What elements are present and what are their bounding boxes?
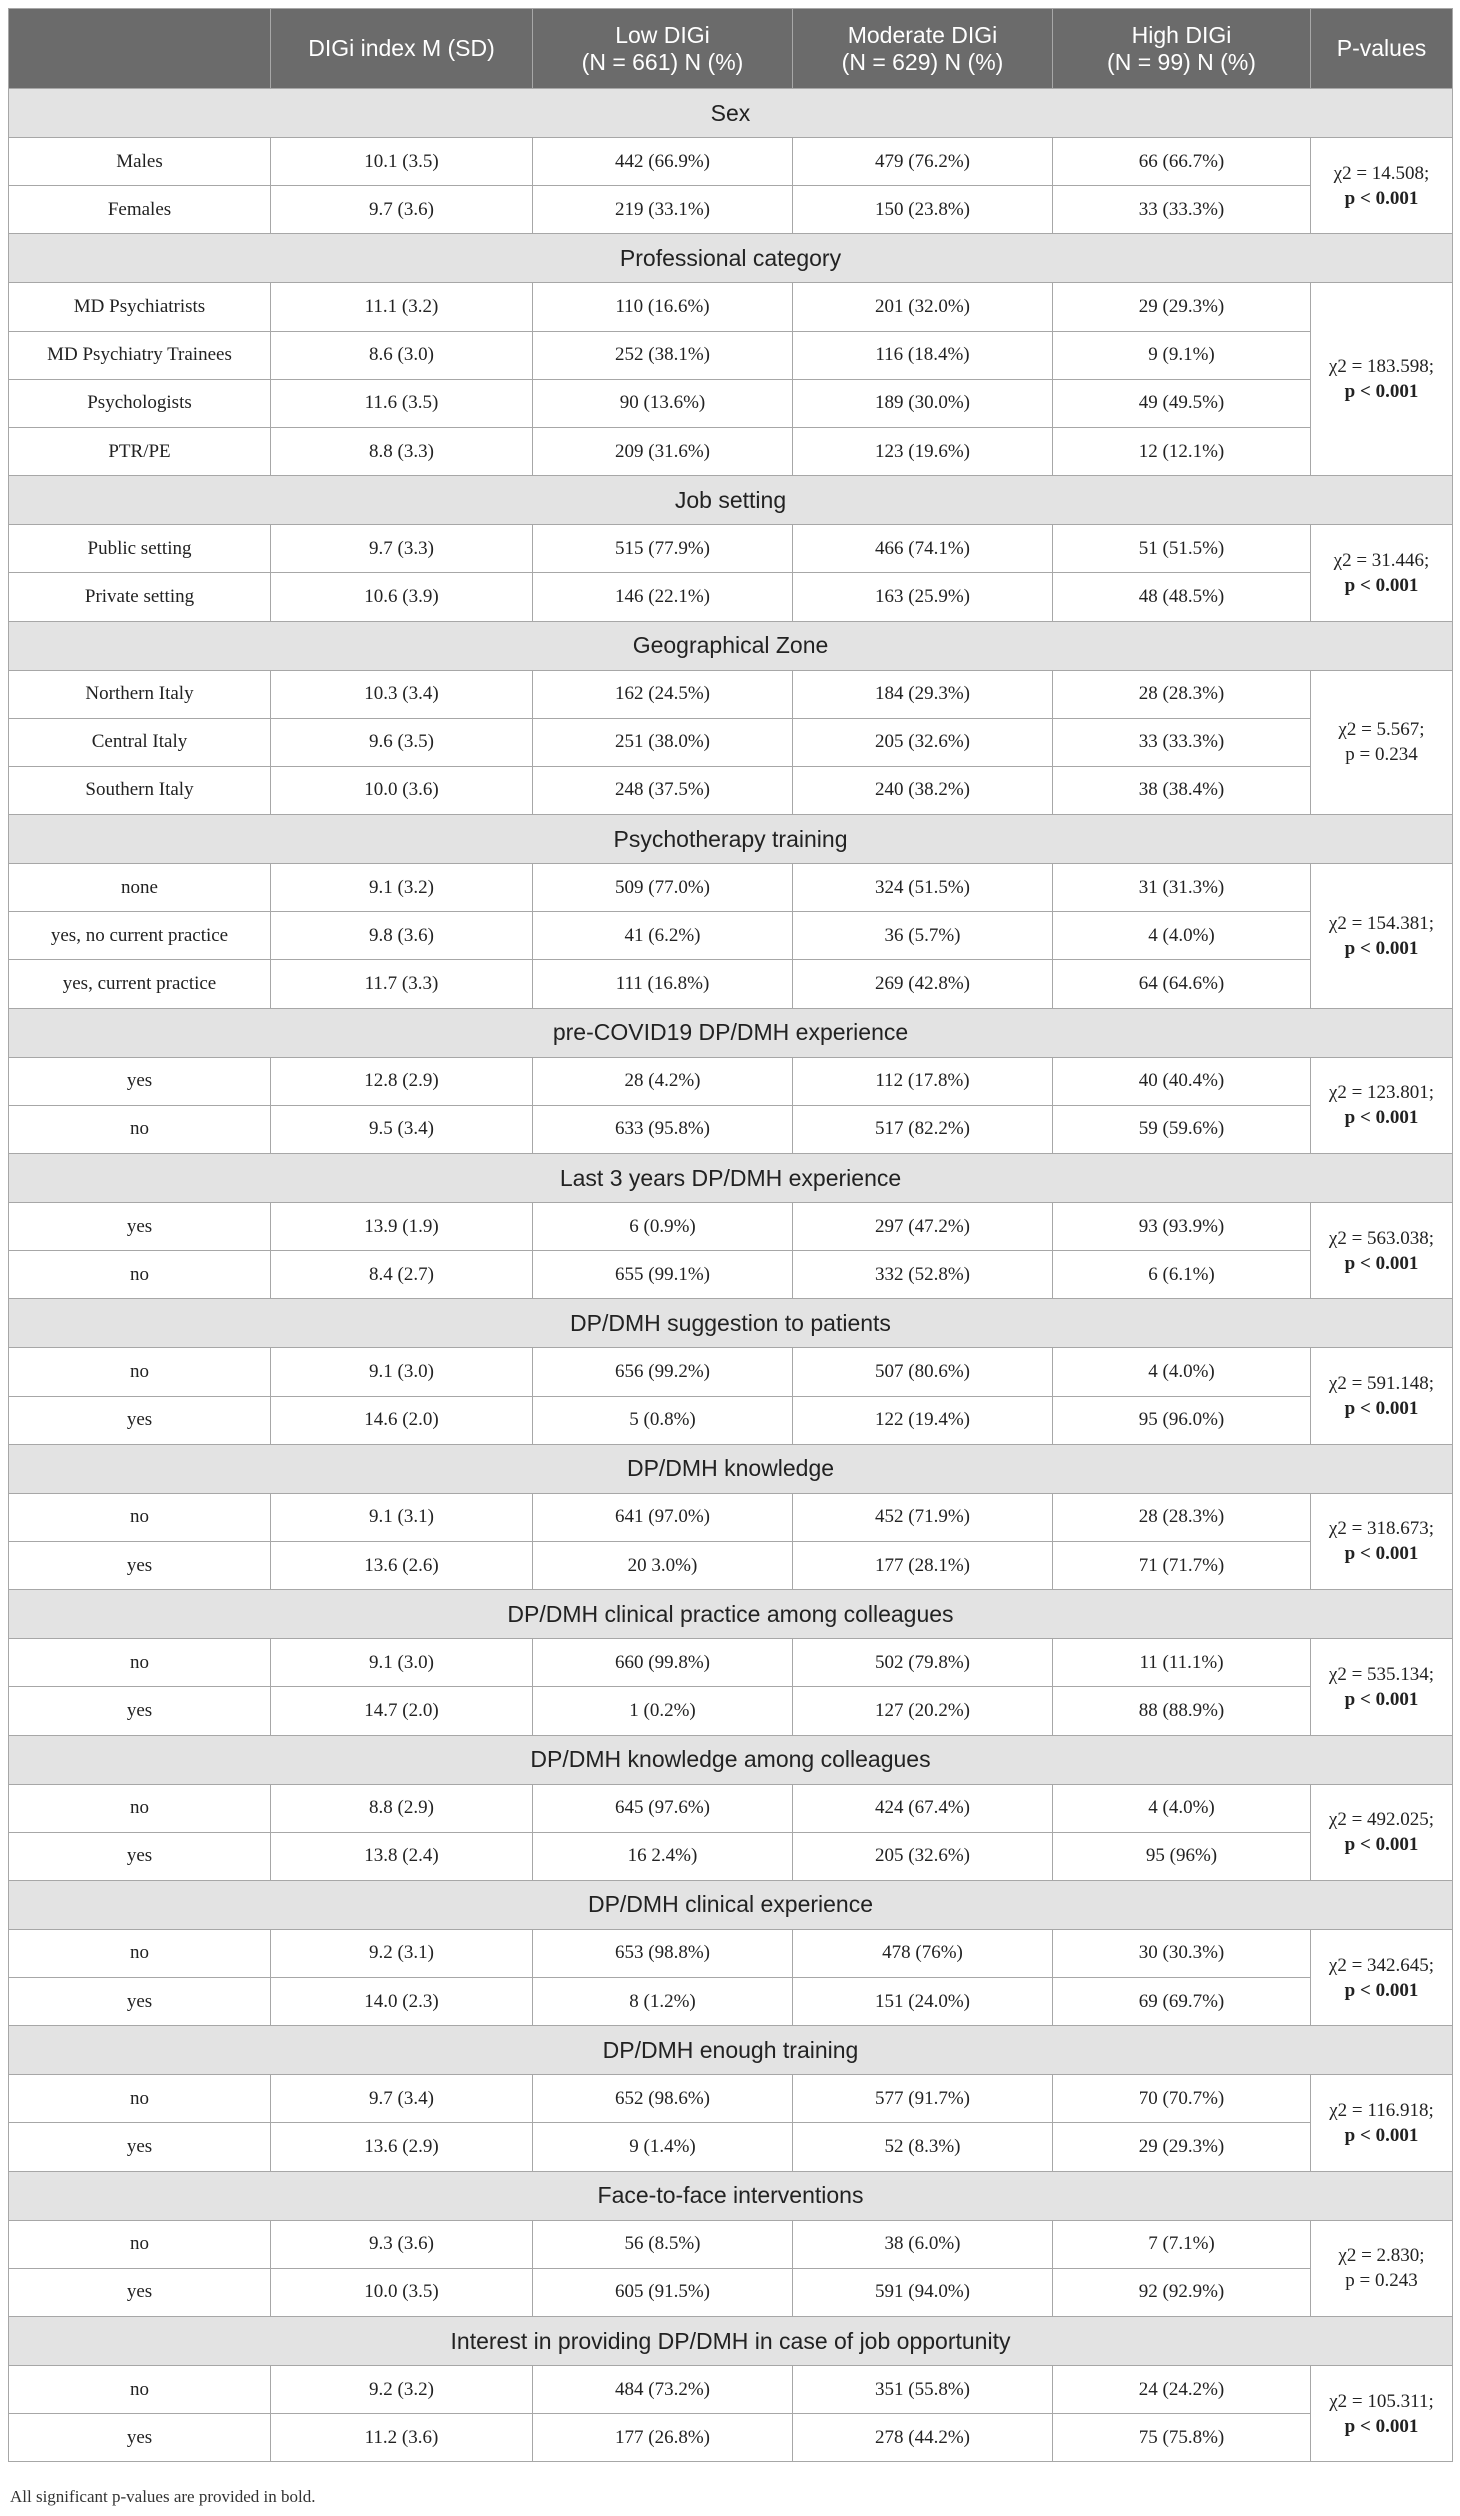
low-digi-cell: 9 (1.4%) xyxy=(533,2123,793,2171)
table-row xyxy=(9,1203,1453,1251)
table-row xyxy=(9,1396,1453,1444)
chi-square-value: χ2 = 318.673; xyxy=(1328,1518,1435,1540)
high-digi-cell: 40 (40.4%) xyxy=(1053,1057,1311,1105)
moderate-digi-cell: 150 (23.8%) xyxy=(793,186,1053,234)
chi-square-value: χ2 = 123.801; xyxy=(1328,1082,1435,1104)
low-digi-cell: 484 (73.2%) xyxy=(533,2366,793,2414)
high-digi-cell: 49 (49.5%) xyxy=(1053,379,1311,427)
p-value: p < 0.001 xyxy=(1344,1107,1419,1129)
row-label: none xyxy=(9,864,271,912)
section-row xyxy=(9,1880,1453,1929)
table-row xyxy=(9,960,1453,1008)
moderate-digi-cell: 116 (18.4%) xyxy=(793,331,1053,379)
section-row xyxy=(9,89,1453,138)
low-digi-cell: 28 (4.2%) xyxy=(533,1057,793,1105)
digi-index-cell: 13.9 (1.9) xyxy=(271,1203,533,1251)
moderate-digi-cell: 502 (79.8%) xyxy=(793,1639,1053,1687)
digi-index-cell: 8.6 (3.0) xyxy=(271,331,533,379)
table-row xyxy=(9,1929,1453,1977)
section-title: Professional category xyxy=(9,234,1453,283)
high-digi-cell: 6 (6.1%) xyxy=(1053,1251,1311,1299)
low-digi-cell: 633 (95.8%) xyxy=(533,1105,793,1153)
section-title: Face-to-face interventions xyxy=(9,2171,1453,2220)
moderate-digi-cell: 127 (20.2%) xyxy=(793,1687,1053,1735)
moderate-digi-cell: 452 (71.9%) xyxy=(793,1493,1053,1541)
moderate-digi-cell: 466 (74.1%) xyxy=(793,525,1053,573)
moderate-digi-cell: 177 (28.1%) xyxy=(793,1541,1053,1589)
digi-index-cell: 8.8 (2.9) xyxy=(271,1784,533,1832)
row-label: yes, current practice xyxy=(9,960,271,1008)
moderate-digi-cell: 324 (51.5%) xyxy=(793,864,1053,912)
digi-index-cell: 9.1 (3.0) xyxy=(271,1639,533,1687)
low-digi-cell: 1 (0.2%) xyxy=(533,1687,793,1735)
high-digi-cell: 92 (92.9%) xyxy=(1053,2268,1311,2316)
p-value: p < 0.001 xyxy=(1344,574,1419,596)
digi-index-cell: 9.7 (3.4) xyxy=(271,2075,533,2123)
p-value-cell xyxy=(1311,670,1453,815)
table-row xyxy=(9,1057,1453,1105)
table-body xyxy=(9,89,1453,2462)
digi-index-cell: 9.3 (3.6) xyxy=(271,2220,533,2268)
section-title: pre-COVID19 DP/DMH experience xyxy=(9,1008,1453,1057)
section-row xyxy=(9,815,1453,864)
table-row xyxy=(9,2268,1453,2316)
section-row xyxy=(9,2026,1453,2075)
moderate-digi-cell: 184 (29.3%) xyxy=(793,670,1053,718)
low-digi-cell: 56 (8.5%) xyxy=(533,2220,793,2268)
high-digi-cell: 30 (30.3%) xyxy=(1053,1929,1311,1977)
row-label: no xyxy=(9,2075,271,2123)
row-label: yes xyxy=(9,1396,271,1444)
section-row xyxy=(9,1444,1453,1493)
digi-index-cell: 9.2 (3.1) xyxy=(271,1929,533,1977)
p-value-cell xyxy=(1311,2075,1453,2171)
high-digi-cell: 66 (66.7%) xyxy=(1053,138,1311,186)
p-value-cell xyxy=(1311,864,1453,1009)
table-row xyxy=(9,2366,1453,2414)
low-digi-cell: 660 (99.8%) xyxy=(533,1639,793,1687)
moderate-digi-cell: 38 (6.0%) xyxy=(793,2220,1053,2268)
chi-square-value: χ2 = 5.567; xyxy=(1338,719,1425,741)
table-row xyxy=(9,186,1453,234)
low-digi-cell: 8 (1.2%) xyxy=(533,1978,793,2026)
section-title: DP/DMH knowledge xyxy=(9,1444,1453,1493)
low-digi-cell: 209 (31.6%) xyxy=(533,427,793,475)
section-title: DP/DMH enough training xyxy=(9,2026,1453,2075)
table-row xyxy=(9,283,1453,331)
digi-index-cell: 14.6 (2.0) xyxy=(271,1396,533,1444)
digi-index-cell: 11.7 (3.3) xyxy=(271,960,533,1008)
high-digi-cell: 48 (48.5%) xyxy=(1053,573,1311,621)
table-row xyxy=(9,2414,1453,2462)
digi-index-cell: 11.6 (3.5) xyxy=(271,379,533,427)
section-title: Interest in providing DP/DMH in case of job opportunity xyxy=(9,2317,1453,2366)
table-row xyxy=(9,1541,1453,1589)
header-digi-index: DIGi index M (SD) xyxy=(271,9,533,89)
digi-index-cell: 9.7 (3.6) xyxy=(271,186,533,234)
row-label: no xyxy=(9,1639,271,1687)
moderate-digi-cell: 351 (55.8%) xyxy=(793,2366,1053,2414)
table-row xyxy=(9,1105,1453,1153)
header-empty-cell xyxy=(9,9,271,89)
high-digi-cell: 69 (69.7%) xyxy=(1053,1978,1311,2026)
table-row xyxy=(9,1832,1453,1880)
row-label: MD Psychiatrists xyxy=(9,283,271,331)
row-label: yes xyxy=(9,2123,271,2171)
row-label: no xyxy=(9,2220,271,2268)
header-moderate-digi-n: (N = 629) N (%) xyxy=(841,48,1004,75)
p-value: p < 0.001 xyxy=(1344,937,1419,959)
row-label: PTR/PE xyxy=(9,427,271,475)
digi-index-cell: 10.0 (3.6) xyxy=(271,766,533,814)
row-label: yes xyxy=(9,2414,271,2462)
digi-index-cell: 9.8 (3.6) xyxy=(271,912,533,960)
high-digi-cell: 4 (4.0%) xyxy=(1053,1784,1311,1832)
p-value: p < 0.001 xyxy=(1344,381,1419,403)
digi-index-cell: 8.4 (2.7) xyxy=(271,1251,533,1299)
moderate-digi-cell: 205 (32.6%) xyxy=(793,1832,1053,1880)
moderate-digi-cell: 205 (32.6%) xyxy=(793,718,1053,766)
high-digi-cell: 29 (29.3%) xyxy=(1053,2123,1311,2171)
row-label: yes xyxy=(9,1057,271,1105)
footnote: All significant p-values are provided in bold. xyxy=(10,2487,316,2506)
chi-square-value: χ2 = 563.038; xyxy=(1328,1227,1435,1249)
section-row xyxy=(9,1008,1453,1057)
high-digi-cell: 7 (7.1%) xyxy=(1053,2220,1311,2268)
section-title: Geographical Zone xyxy=(9,621,1453,670)
low-digi-cell: 110 (16.6%) xyxy=(533,283,793,331)
row-label: Males xyxy=(9,138,271,186)
p-value-cell xyxy=(1311,2366,1453,2462)
header-high-digi-n: (N = 99) N (%) xyxy=(1107,48,1256,75)
moderate-digi-cell: 240 (38.2%) xyxy=(793,766,1053,814)
p-value-cell xyxy=(1311,1348,1453,1444)
section-title: DP/DMH clinical experience xyxy=(9,1880,1453,1929)
section-row xyxy=(9,2317,1453,2366)
row-label: no xyxy=(9,1929,271,1977)
low-digi-cell: 90 (13.6%) xyxy=(533,379,793,427)
table-row xyxy=(9,138,1453,186)
high-digi-cell: 9 (9.1%) xyxy=(1053,331,1311,379)
high-digi-cell: 71 (71.7%) xyxy=(1053,1541,1311,1589)
row-label: Private setting xyxy=(9,573,271,621)
moderate-digi-cell: 478 (76%) xyxy=(793,1929,1053,1977)
digi-index-cell: 9.2 (3.2) xyxy=(271,2366,533,2414)
p-value: p < 0.001 xyxy=(1344,1979,1419,2001)
table-row xyxy=(9,1639,1453,1687)
moderate-digi-cell: 122 (19.4%) xyxy=(793,1396,1053,1444)
low-digi-cell: 111 (16.8%) xyxy=(533,960,793,1008)
table-row xyxy=(9,427,1453,475)
p-value-cell xyxy=(1311,1639,1453,1735)
moderate-digi-cell: 591 (94.0%) xyxy=(793,2268,1053,2316)
table-row xyxy=(9,2220,1453,2268)
table-row xyxy=(9,2123,1453,2171)
row-label: no xyxy=(9,1251,271,1299)
p-value: p < 0.001 xyxy=(1344,2124,1419,2146)
header-low-digi-n: (N = 661) N (%) xyxy=(581,48,744,75)
digi-index-cell: 12.8 (2.9) xyxy=(271,1057,533,1105)
table-row xyxy=(9,670,1453,718)
digi-index-cell: 10.0 (3.5) xyxy=(271,2268,533,2316)
digi-index-cell: 8.8 (3.3) xyxy=(271,427,533,475)
p-value-cell xyxy=(1311,138,1453,234)
high-digi-cell: 95 (96.0%) xyxy=(1053,1396,1311,1444)
table-row xyxy=(9,1784,1453,1832)
high-digi-cell: 75 (75.8%) xyxy=(1053,2414,1311,2462)
row-label: Southern Italy xyxy=(9,766,271,814)
p-value: p < 0.001 xyxy=(1344,1543,1419,1565)
high-digi-cell: 64 (64.6%) xyxy=(1053,960,1311,1008)
high-digi-cell: 4 (4.0%) xyxy=(1053,912,1311,960)
high-digi-cell: 88 (88.9%) xyxy=(1053,1687,1311,1735)
header-low-digi-title: Low DIGi xyxy=(615,21,710,48)
digi-index-cell: 9.1 (3.2) xyxy=(271,864,533,912)
digi-index-cell: 13.8 (2.4) xyxy=(271,1832,533,1880)
chi-square-value: χ2 = 591.148; xyxy=(1328,1373,1435,1395)
row-label: Central Italy xyxy=(9,718,271,766)
row-label: no xyxy=(9,1105,271,1153)
high-digi-cell: 24 (24.2%) xyxy=(1053,2366,1311,2414)
row-label: Northern Italy xyxy=(9,670,271,718)
low-digi-cell: 605 (91.5%) xyxy=(533,2268,793,2316)
row-label: no xyxy=(9,1784,271,1832)
section-title: Last 3 years DP/DMH experience xyxy=(9,1154,1453,1203)
header-moderate-digi xyxy=(793,9,1053,89)
chi-square-value: χ2 = 31.446; xyxy=(1333,549,1430,571)
chi-square-value: χ2 = 116.918; xyxy=(1329,2099,1434,2121)
moderate-digi-cell: 151 (24.0%) xyxy=(793,1978,1053,2026)
high-digi-cell: 51 (51.5%) xyxy=(1053,525,1311,573)
moderate-digi-cell: 201 (32.0%) xyxy=(793,283,1053,331)
table-row xyxy=(9,1978,1453,2026)
high-digi-cell: 59 (59.6%) xyxy=(1053,1105,1311,1153)
low-digi-cell: 442 (66.9%) xyxy=(533,138,793,186)
chi-square-value: χ2 = 492.025; xyxy=(1328,1809,1435,1831)
row-label: yes xyxy=(9,1541,271,1589)
row-label: yes xyxy=(9,1203,271,1251)
table-row xyxy=(9,766,1453,814)
moderate-digi-cell: 424 (67.4%) xyxy=(793,1784,1053,1832)
high-digi-cell: 95 (96%) xyxy=(1053,1832,1311,1880)
low-digi-cell: 146 (22.1%) xyxy=(533,573,793,621)
digi-index-cell: 9.7 (3.3) xyxy=(271,525,533,573)
digi-index-cell: 9.6 (3.5) xyxy=(271,718,533,766)
high-digi-cell: 29 (29.3%) xyxy=(1053,283,1311,331)
row-label: yes xyxy=(9,1832,271,1880)
moderate-digi-cell: 297 (47.2%) xyxy=(793,1203,1053,1251)
high-digi-cell: 28 (28.3%) xyxy=(1053,1493,1311,1541)
table-row xyxy=(9,718,1453,766)
digi-index-cell: 10.6 (3.9) xyxy=(271,573,533,621)
table-row xyxy=(9,525,1453,573)
low-digi-cell: 252 (38.1%) xyxy=(533,331,793,379)
section-row xyxy=(9,2171,1453,2220)
table-row xyxy=(9,379,1453,427)
moderate-digi-cell: 479 (76.2%) xyxy=(793,138,1053,186)
moderate-digi-cell: 269 (42.8%) xyxy=(793,960,1053,1008)
row-label: yes, no current practice xyxy=(9,912,271,960)
row-label: no xyxy=(9,1493,271,1541)
moderate-digi-cell: 577 (91.7%) xyxy=(793,2075,1053,2123)
section-row xyxy=(9,1590,1453,1639)
p-value-cell xyxy=(1311,1057,1453,1153)
header-row xyxy=(9,9,1453,89)
p-value: p = 0.243 xyxy=(1345,2270,1418,2292)
p-value: p < 0.001 xyxy=(1344,2415,1419,2437)
table-row xyxy=(9,1251,1453,1299)
p-value: p < 0.001 xyxy=(1344,187,1419,209)
row-label: Psychologists xyxy=(9,379,271,427)
table-row xyxy=(9,1348,1453,1396)
table-row xyxy=(9,2075,1453,2123)
low-digi-cell: 656 (99.2%) xyxy=(533,1348,793,1396)
high-digi-cell: 12 (12.1%) xyxy=(1053,427,1311,475)
section-title: Job setting xyxy=(9,476,1453,525)
low-digi-cell: 20 3.0%) xyxy=(533,1541,793,1589)
moderate-digi-cell: 123 (19.6%) xyxy=(793,427,1053,475)
chi-square-value: χ2 = 14.508; xyxy=(1333,162,1430,184)
moderate-digi-cell: 36 (5.7%) xyxy=(793,912,1053,960)
chi-square-value: χ2 = 535.134; xyxy=(1328,1663,1435,1685)
high-digi-cell: 38 (38.4%) xyxy=(1053,766,1311,814)
high-digi-cell: 93 (93.9%) xyxy=(1053,1203,1311,1251)
low-digi-cell: 652 (98.6%) xyxy=(533,2075,793,2123)
row-label: yes xyxy=(9,2268,271,2316)
high-digi-cell: 33 (33.3%) xyxy=(1053,718,1311,766)
low-digi-cell: 41 (6.2%) xyxy=(533,912,793,960)
low-digi-cell: 251 (38.0%) xyxy=(533,718,793,766)
moderate-digi-cell: 52 (8.3%) xyxy=(793,2123,1053,2171)
high-digi-cell: 28 (28.3%) xyxy=(1053,670,1311,718)
p-value-cell xyxy=(1311,1929,1453,2025)
table-row xyxy=(9,864,1453,912)
header-p-values: P-values xyxy=(1311,9,1453,89)
low-digi-cell: 162 (24.5%) xyxy=(533,670,793,718)
p-value: p < 0.001 xyxy=(1344,1688,1419,1710)
p-value: p < 0.001 xyxy=(1344,1252,1419,1274)
section-title: DP/DMH knowledge among colleagues xyxy=(9,1735,1453,1784)
p-value-cell xyxy=(1311,2220,1453,2316)
p-value-cell xyxy=(1311,1784,1453,1880)
low-digi-cell: 177 (26.8%) xyxy=(533,2414,793,2462)
high-digi-cell: 4 (4.0%) xyxy=(1053,1348,1311,1396)
moderate-digi-cell: 112 (17.8%) xyxy=(793,1057,1053,1105)
moderate-digi-cell: 507 (80.6%) xyxy=(793,1348,1053,1396)
header-high-digi xyxy=(1053,9,1311,89)
table-row xyxy=(9,1687,1453,1735)
low-digi-cell: 219 (33.1%) xyxy=(533,186,793,234)
p-value: p = 0.234 xyxy=(1345,744,1418,766)
section-title: DP/DMH clinical practice among colleagues xyxy=(9,1590,1453,1639)
digi-index-cell: 13.6 (2.6) xyxy=(271,1541,533,1589)
moderate-digi-cell: 517 (82.2%) xyxy=(793,1105,1053,1153)
digi-index-cell: 13.6 (2.9) xyxy=(271,2123,533,2171)
row-label: Females xyxy=(9,186,271,234)
digi-index-cell: 9.5 (3.4) xyxy=(271,1105,533,1153)
section-row xyxy=(9,1299,1453,1348)
header-high-digi-title: High DIGi xyxy=(1131,21,1232,48)
high-digi-cell: 31 (31.3%) xyxy=(1053,864,1311,912)
p-value-cell xyxy=(1311,525,1453,621)
low-digi-cell: 5 (0.8%) xyxy=(533,1396,793,1444)
header-low-digi xyxy=(533,9,793,89)
row-label: MD Psychiatry Trainees xyxy=(9,331,271,379)
table-row xyxy=(9,912,1453,960)
row-label: Public setting xyxy=(9,525,271,573)
high-digi-cell: 11 (11.1%) xyxy=(1053,1639,1311,1687)
section-row xyxy=(9,1154,1453,1203)
low-digi-cell: 509 (77.0%) xyxy=(533,864,793,912)
p-value-cell xyxy=(1311,1203,1453,1299)
digi-index-cell: 14.7 (2.0) xyxy=(271,1687,533,1735)
chi-square-value: χ2 = 342.645; xyxy=(1328,1954,1435,1976)
low-digi-cell: 655 (99.1%) xyxy=(533,1251,793,1299)
p-value: p < 0.001 xyxy=(1344,1398,1419,1420)
high-digi-cell: 70 (70.7%) xyxy=(1053,2075,1311,2123)
row-label: no xyxy=(9,2366,271,2414)
p-value-cell xyxy=(1311,283,1453,476)
low-digi-cell: 16 2.4%) xyxy=(533,1832,793,1880)
low-digi-cell: 248 (37.5%) xyxy=(533,766,793,814)
chi-square-value: χ2 = 154.381; xyxy=(1328,912,1435,934)
digi-index-cell: 14.0 (2.3) xyxy=(271,1978,533,2026)
low-digi-cell: 515 (77.9%) xyxy=(533,525,793,573)
row-label: yes xyxy=(9,1687,271,1735)
moderate-digi-cell: 332 (52.8%) xyxy=(793,1251,1053,1299)
table-row xyxy=(9,573,1453,621)
p-value-cell xyxy=(1311,1493,1453,1589)
row-label: no xyxy=(9,1348,271,1396)
section-title: DP/DMH suggestion to patients xyxy=(9,1299,1453,1348)
low-digi-cell: 6 (0.9%) xyxy=(533,1203,793,1251)
low-digi-cell: 641 (97.0%) xyxy=(533,1493,793,1541)
p-value: p < 0.001 xyxy=(1344,1834,1419,1856)
table-row xyxy=(9,331,1453,379)
moderate-digi-cell: 189 (30.0%) xyxy=(793,379,1053,427)
chi-square-value: χ2 = 2.830; xyxy=(1338,2245,1425,2267)
table-row xyxy=(9,1493,1453,1541)
low-digi-cell: 653 (98.8%) xyxy=(533,1929,793,1977)
section-title: Psychotherapy training xyxy=(9,815,1453,864)
digi-index-cell: 10.1 (3.5) xyxy=(271,138,533,186)
results-table xyxy=(8,8,1453,2462)
row-label: yes xyxy=(9,1978,271,2026)
moderate-digi-cell: 163 (25.9%) xyxy=(793,573,1053,621)
high-digi-cell: 33 (33.3%) xyxy=(1053,186,1311,234)
digi-index-cell: 11.1 (3.2) xyxy=(271,283,533,331)
section-row xyxy=(9,234,1453,283)
section-row xyxy=(9,621,1453,670)
header-moderate-digi-title: Moderate DIGi xyxy=(847,21,998,48)
digi-index-cell: 9.1 (3.1) xyxy=(271,1493,533,1541)
moderate-digi-cell: 278 (44.2%) xyxy=(793,2414,1053,2462)
digi-index-cell: 9.1 (3.0) xyxy=(271,1348,533,1396)
digi-index-cell: 11.2 (3.6) xyxy=(271,2414,533,2462)
section-row xyxy=(9,476,1453,525)
section-row xyxy=(9,1735,1453,1784)
chi-square-value: χ2 = 105.311; xyxy=(1329,2390,1434,2412)
low-digi-cell: 645 (97.6%) xyxy=(533,1784,793,1832)
section-title: Sex xyxy=(9,89,1453,138)
chi-square-value: χ2 = 183.598; xyxy=(1328,356,1435,378)
digi-index-cell: 10.3 (3.4) xyxy=(271,670,533,718)
